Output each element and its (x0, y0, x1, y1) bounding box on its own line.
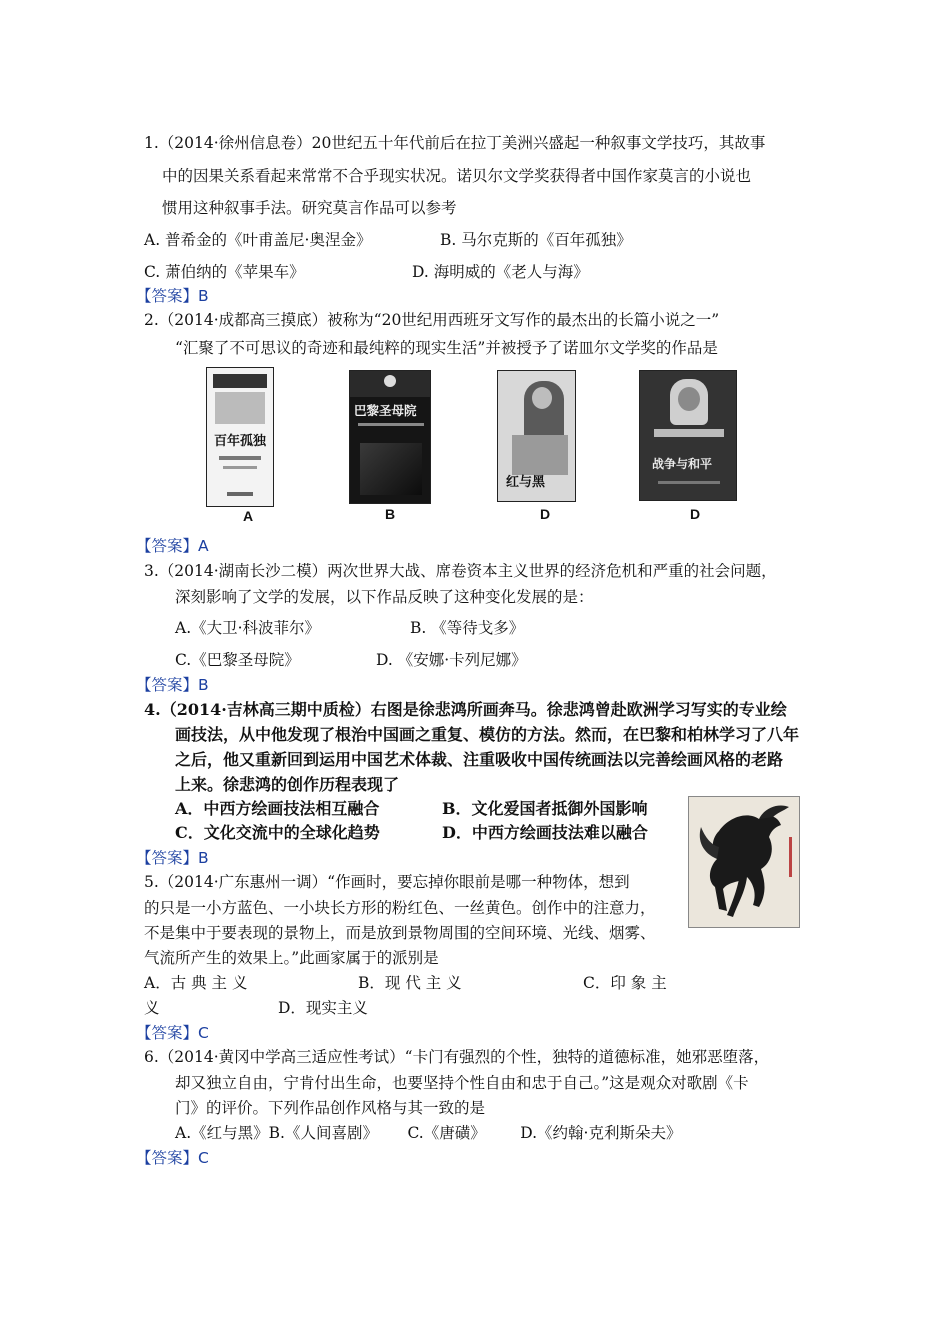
q1-stem-line1: 1.（2014·徐州信息卷）20世纪五十年代前后在拉丁美洲兴盛起一种叙事文学技巧，其故事 (144, 134, 766, 152)
q2-cover-a-label: A (243, 508, 254, 524)
q5-option-b: B．现 代 主 义 (358, 974, 462, 992)
q3-answer (136, 675, 209, 695)
answer-label: 【答案】 (136, 1024, 199, 1042)
q1-option-a: A. 普希金的《叶甫盖尼·奥涅金》 (144, 231, 372, 249)
q5-option-d: D．现实主义 (278, 999, 368, 1017)
q5-option-a: A．古 典 主 义 (144, 974, 248, 992)
q4-stem-line3: 之后，他又重新回到运用中国艺术体裁、注重吸收中国传统画法以完善绘画风格的老路 (175, 750, 784, 769)
q6-stem-line2: 却又独立自由，宁肯付出生命，也要坚持个性自由和忠于自己。”这是观众对歌剧《卡 (175, 1074, 749, 1092)
q2-answer (136, 536, 209, 556)
q6-options: A.《红与黑》B.《人间喜剧》 C.《唐磺》 D.《约翰·克利斯朵夫》 (175, 1124, 682, 1142)
q1-option-b: B. 马尔克斯的《百年孤独》 (440, 231, 632, 249)
horse-icon (689, 797, 800, 928)
q5-stem-line2: 的只是一小方蓝色、一小块长方形的粉红色、一丝黄色。创作中的注意力， (144, 899, 656, 917)
q5-option-c: C．印 象 主 (583, 974, 667, 992)
galloping-horse-painting (688, 796, 800, 928)
q1-answer-value: B (198, 287, 209, 305)
q5-answer (136, 1023, 209, 1043)
q4-option-b: B．文化爱国者抵御外国影响 (442, 799, 648, 818)
q2-stem-line1: 2.（2014·成都高三摸底）被称为“20世纪用西班牙文写作的最杰出的长篇小说之一” (144, 311, 720, 329)
q4-option-d: D．中西方绘画技法难以融合 (442, 823, 648, 842)
q2-cover-d-label: D (690, 506, 701, 522)
q2-cover-c-image (497, 370, 576, 502)
q1-stem-line2: 中的因果关系看起来常常不合乎现实状况。诺贝尔文学奖获得者中国作家莫言的小说也 (162, 167, 752, 185)
q3-stem-line1: 3.（2014·湖南长沙二模）两次世界大战、席卷资本主义世界的经济危机和严重的社会问题， (144, 562, 777, 580)
q2-answer-value: A (198, 537, 209, 555)
q6-stem-line3: 门》的评价。下列作品创作风格与其一致的是 (175, 1099, 486, 1117)
q6-stem-line1: 6.（2014·黄冈中学高三适应性考试）“卡门有强烈的个性，独特的道德标准，她邪恶堕落， (144, 1048, 770, 1066)
q3-option-d: D. 《安娜·卡列尼娜》 (376, 651, 527, 669)
q3-option-c: C.《巴黎圣母院》 (175, 651, 300, 669)
q5-answer-value: C (198, 1024, 209, 1042)
q4-answer (136, 848, 209, 868)
q5-stem-line1: 5.（2014·广东惠州一调）“作画时，要忘掉你眼前是哪一种物体，想到 (144, 873, 630, 891)
q2-cover-d-image (639, 370, 737, 501)
q1-answer (136, 286, 209, 306)
q4-stem-line1: 4.（2014·吉林高三期中质检）右图是徐悲鸿所画奔马。徐悲鸿曾赴欧洲学习写实的专业绘 (144, 700, 787, 719)
answer-label: 【答案】 (136, 1149, 199, 1167)
q6-answer-value: C (198, 1149, 209, 1167)
q4-stem-line4: 上来。徐悲鸿的创作历程表现了 (175, 775, 400, 794)
q3-stem-line2: 深刻影响了文学的发展，以下作品反映了这种变化发展的是： (175, 588, 594, 606)
q3-answer-value: B (198, 676, 209, 694)
q1-option-c: C. 萧伯纳的《苹果车》 (144, 263, 305, 281)
q2-cover-d-title: 战争与和平 (652, 457, 713, 471)
q4-stem-line2: 画技法，从中他发现了根治中国画之重复、模仿的方法。然而，在巴黎和柏林学习了八年 (175, 725, 800, 744)
q2-cover-b-label: B (385, 506, 396, 522)
q2-cover-c-title: 红与黑 (506, 475, 546, 490)
q6-answer (136, 1148, 209, 1168)
q1-option-d: D. 海明威的《老人与海》 (412, 263, 589, 281)
q2-cover-a-image (206, 367, 274, 507)
q2-cover-c-label: D (540, 506, 551, 522)
q5-stem-line3: 不是集中于要表现的景物上，而是放到景物周围的空间环境、光线、烟雾、 (144, 924, 656, 942)
q3-option-b: B. 《等待戈多》 (410, 619, 525, 637)
answer-label: 【答案】 (136, 849, 199, 867)
q4-option-c: C．文化交流中的全球化趋势 (175, 823, 380, 842)
q3-option-a: A.《大卫·科波菲尔》 (175, 619, 321, 637)
q2-stem-line2: “汇聚了不可思议的奇迹和最纯粹的现实生活”并被授予了诺皿尔文学奖的作品是 (175, 339, 718, 357)
q2-cover-b-title: 巴黎圣母院 (354, 403, 417, 418)
answer-label: 【答案】 (136, 676, 199, 694)
q5-option-c-wrap: 义 (144, 999, 160, 1017)
q1-stem-line3: 惯用这种叙事手法。研究莫言作品可以参考 (162, 199, 457, 217)
answer-label: 【答案】 (136, 537, 199, 555)
q5-stem-line4: 气流所产生的效果上。”此画家属于的派别是 (144, 949, 439, 967)
answer-label: 【答案】 (136, 287, 199, 305)
q2-cover-b-image (349, 370, 431, 504)
q4-answer-value: B (198, 849, 209, 867)
q2-cover-a-title: 百年孤独 (214, 434, 267, 449)
q4-option-a: A．中西方绘画技法相互融合 (175, 799, 380, 818)
